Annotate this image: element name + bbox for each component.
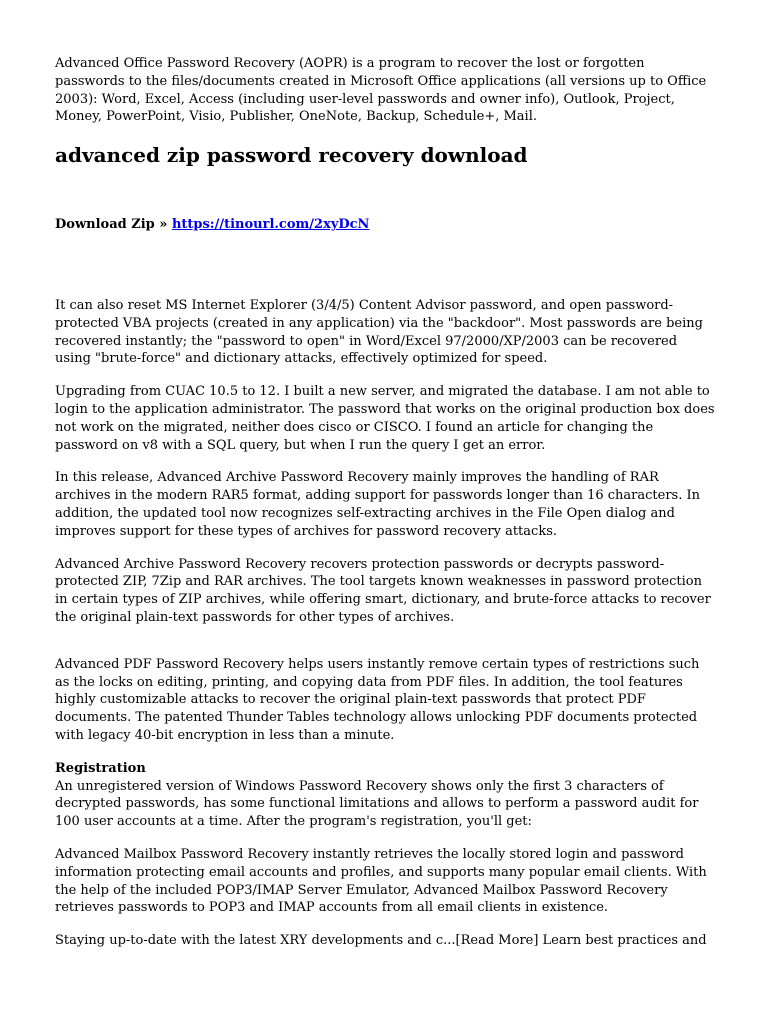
registration-heading: Registration bbox=[55, 760, 146, 776]
download-link[interactable]: https://tinourl.com/2xyDcN bbox=[171, 217, 370, 233]
download-label: Download Zip » bbox=[55, 217, 168, 233]
paragraph-pdf-recovery: Advanced PDF Password Recovery helps users instantly remove certain types of restrictions such as the locks on editing, printing, and copying data from PDF files. In addition, the tool features highly customizable attacks to recover the original plain-text passwords that protect PDF documents. The patented Thunder Tables technology allows unlocking PDF documents protected with legacy 40-bit encryption in less than a minute. bbox=[55, 656, 700, 743]
paragraph-cuac-upgrade: Upgrading from CUAC 10.5 to 12. I built a new server, and migrated the database. I am not able to login to the application administrator. The password that works on the original production box does not work on the migrated, neither does cisco or CISCO. I found an article for changing the password on v8 with a SQL query, but when I run the query I get an error. bbox=[55, 384, 715, 453]
registration-paragraph: An unregistered version of Windows Password Recovery shows only the first 3 characters of decrypted passwords, has some functional limitations and allows to perform a password audit for 100 user accounts at a time. After the program's registration, you'll get: bbox=[55, 778, 699, 830]
paragraph-mailbox-recovery: Advanced Mailbox Password Recovery instantly retrieves the locally stored login and password information protecting email accounts and profiles, and supports many popular email clients. With the help of the included POP3/IMAP Server Emulator, Advanced Mailbox Password Recovery retrieves passwords to POP3 and IMAP accounts from all email clients in existence. bbox=[55, 846, 707, 916]
paragraph-rar5-release: In this release, Advanced Archive Password Recovery mainly improves the handling of RAR archives in the modern RAR5 format, adding support for passwords longer than 16 characters. In addition, the updated tool now recognizes self-extracting archives in the File Open dialog and improves support for these types of archives for password recovery attacks. bbox=[55, 470, 701, 539]
intro-paragraph: Advanced Office Password Recovery (AOPR) is a program to recover the lost or forgotten passwords to the files/documents created in Microsoft Office applications (all versions up to Office 2003): Word, Excel, Access (including user-level passwords and owner info), Outlook, Project, Money, PowerPoint, Visio, Publisher, OneNote, Backup, Schedule+, Mail. bbox=[55, 56, 707, 125]
paragraph-ie-reset: It can also reset MS Internet Explorer (3/4/5) Content Advisor password, and open password-protected VBA projects (created in any application) via the "backdoor". Most passwords are being recovered instantly; the "password to open" in Word/Excel 97/2000/XP/2003 can be recovered using "brute-force" and dictionary attacks, effectively optimized for speed. bbox=[55, 297, 703, 367]
paragraph-archive-recovery: Advanced Archive Password Recovery recovers protection passwords or decrypts password-protected ZIP, 7Zip and RAR archives. The tool targets known weaknesses in password protection in certain types of ZIP archives, while offering smart, dictionary, and brute-force attacks to recover the original plain-text passwords for other types of archives. bbox=[55, 556, 711, 625]
download-line bbox=[55, 216, 715, 234]
paragraph-xry-truncated: Staying up-to-date with the latest XRY developments and c...[Read More] Learn best practices and bbox=[55, 933, 707, 949]
page-title: advanced zip password recovery download bbox=[55, 143, 528, 168]
document-page bbox=[55, 55, 715, 950]
